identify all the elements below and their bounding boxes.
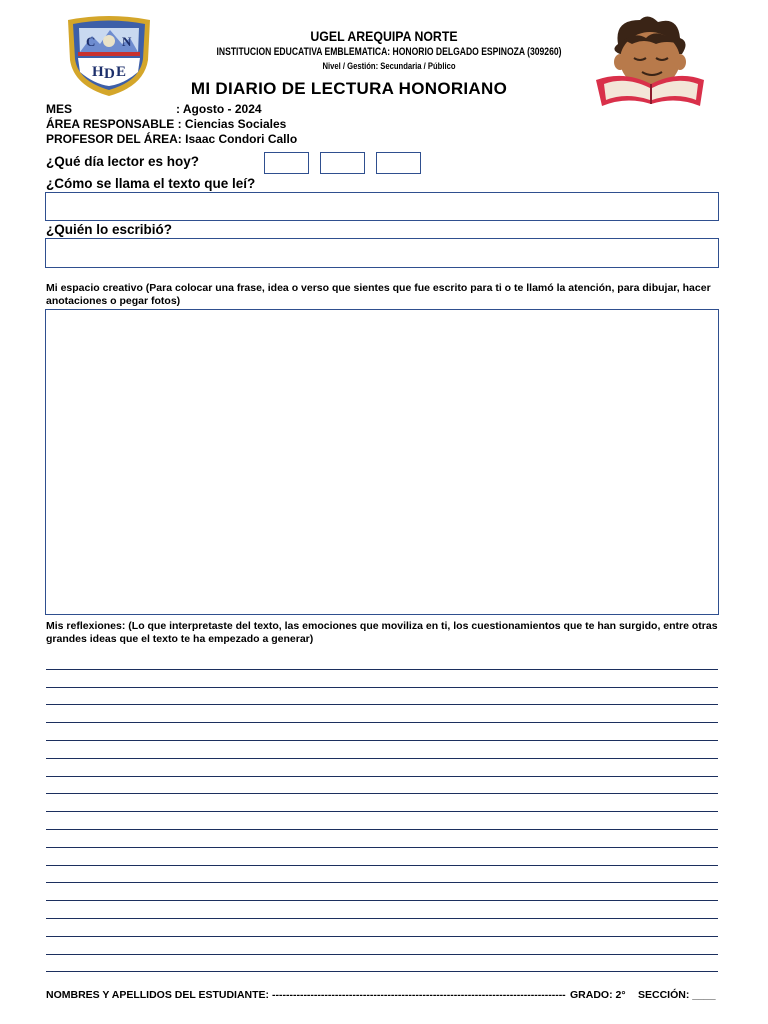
header-institution: INSTITUCION EDUCATIVA EMBLEMATICA: HONORIO DELGADO ESPINOZA (309260) [216, 46, 562, 58]
day-box-3[interactable] [376, 152, 421, 174]
reflection-line[interactable] [46, 937, 718, 955]
meta-teacher-value: Isaac Condori Callo [185, 132, 298, 146]
meta-teacher [46, 132, 297, 146]
svg-text:D: D [104, 66, 115, 82]
question-title: ¿Cómo se llama el texto que leí? [46, 176, 256, 191]
header-ugel: UGEL AREQUIPA NORTE [310, 28, 458, 44]
reflection-line[interactable] [46, 901, 718, 919]
reflection-line[interactable] [46, 812, 718, 830]
reflection-line[interactable] [46, 848, 718, 866]
meta-area-label: ÁREA RESPONSABLE [46, 117, 175, 131]
meta-month-label: MES [46, 102, 73, 116]
reflection-line[interactable] [46, 723, 718, 741]
author-field[interactable] [45, 238, 719, 268]
meta-teacher-label: PROFESOR DEL ÁREA: [46, 132, 182, 146]
svg-text:E: E [116, 64, 127, 80]
reflection-line[interactable] [46, 866, 718, 884]
student-name-label: NOMBRES Y APELLIDOS DEL ESTUDIANTE: ------------------------------------------------------------------------------------ [46, 989, 566, 1001]
reflection-line[interactable] [46, 759, 718, 777]
reflection-lines[interactable] [46, 652, 718, 972]
meta-area [46, 117, 286, 131]
text-title-field[interactable] [45, 192, 719, 221]
header-level: Nivel / Gestión: Secundaria / Público [322, 61, 456, 71]
creative-label: Mi espacio creativo (Para colocar una frase, idea o verso que sientes que fue escrito para ti o te llamó la atención, para dibujar, hacer anotaciones o pegar fotos) [46, 282, 711, 307]
reflection-line[interactable] [46, 741, 718, 759]
svg-text:N: N [122, 34, 132, 49]
day-box-1[interactable] [264, 152, 309, 174]
reflection-line[interactable] [46, 919, 718, 937]
svg-text:H: H [92, 64, 104, 80]
reflection-line[interactable] [46, 794, 718, 812]
grade-label: GRADO: 2° [570, 989, 626, 1001]
reflection-line[interactable] [46, 688, 718, 706]
reflection-line[interactable] [46, 777, 718, 795]
meta-month [46, 102, 262, 116]
reflection-line[interactable] [46, 670, 718, 688]
section-label: SECCIÓN: ____ [638, 989, 716, 1001]
question-author: ¿Quién lo escribió? [46, 222, 173, 237]
day-box-2[interactable] [320, 152, 365, 174]
reflections-label: Mis reflexiones: (Lo que interpretaste del texto, las emociones que moviliza en ti, los cuestionamientos que te han surgido, entre otras grandes ideas que el texto te ha empezado a generar) [46, 620, 718, 645]
reflection-line[interactable] [46, 705, 718, 723]
reflection-line[interactable] [46, 830, 718, 848]
question-day: ¿Qué día lector es hoy? [46, 154, 200, 169]
reflection-line[interactable] [46, 883, 718, 901]
reflection-line[interactable] [46, 955, 718, 973]
svg-text:C: C [86, 34, 96, 49]
creative-space-box[interactable] [45, 309, 719, 615]
meta-month-value: : Agosto - 2024 [176, 102, 262, 116]
reflection-line[interactable] [46, 652, 718, 670]
meta-area-value: : Ciencias Sociales [177, 117, 287, 131]
page-title: MI DIARIO DE LECTURA HONORIANO [190, 79, 508, 98]
